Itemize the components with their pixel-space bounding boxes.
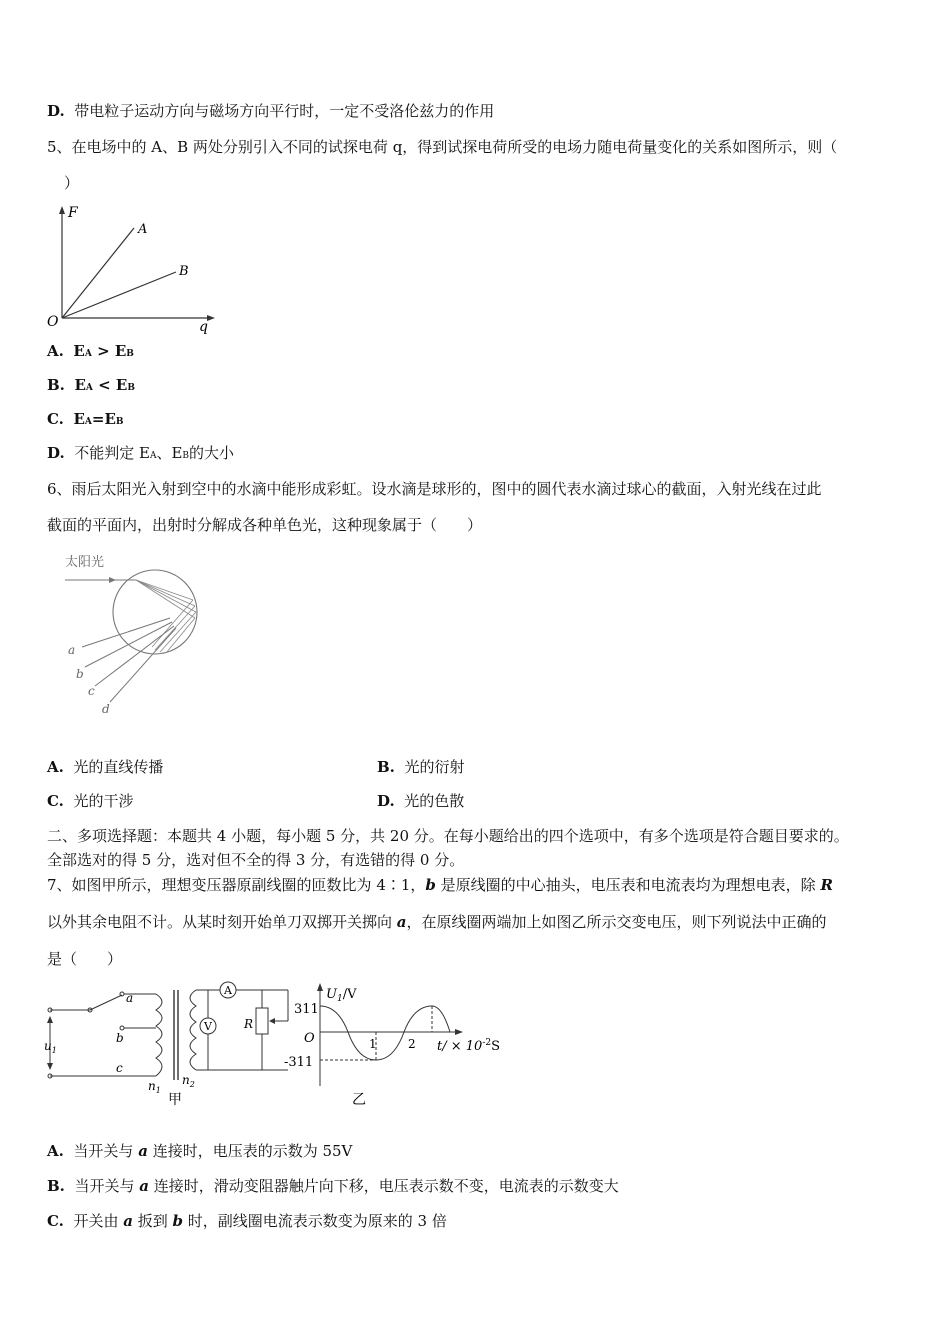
option-letter: D. xyxy=(47,102,65,120)
option-var: a xyxy=(123,1212,133,1230)
option-text-mid: 扳到 xyxy=(132,1212,173,1230)
terminal-c-label: c xyxy=(116,1061,123,1075)
subscript: A xyxy=(84,349,92,359)
q6-option-b xyxy=(377,757,464,777)
q7-figure-yi xyxy=(282,978,507,1108)
option-text: 光的色散 xyxy=(404,792,465,810)
tick-2-label: 2 xyxy=(408,1037,416,1051)
q6-option-c xyxy=(47,791,133,811)
relation: =E xyxy=(91,410,116,428)
min-value-label: -311 xyxy=(284,1055,314,1070)
option-letter: A. xyxy=(47,1142,64,1160)
option-text-post: 连接时，电压表的示数为 55V xyxy=(147,1142,353,1160)
n2-label: $n_2$ xyxy=(182,1073,195,1089)
q6-stem-line2: 截面的平面内，出射时分解成各种单色光，这种现象属于（ ） xyxy=(47,516,483,534)
q5-stem-line1: 5、在电场中的 A、B 两处分别引入不同的试探电荷 q，得到试探电荷所受的电场力随电荷量变化的关系如图所示，则（ xyxy=(47,138,838,156)
q7-option-a xyxy=(47,1141,352,1161)
q7-stem-line1 xyxy=(47,875,833,895)
stem-var-b: b xyxy=(425,876,436,894)
option-letter: D. xyxy=(377,792,395,810)
ray-b-label: b xyxy=(76,667,84,681)
q7-option-b xyxy=(47,1176,619,1196)
q7-option-c xyxy=(47,1211,447,1231)
figure-caption-jia: 甲 xyxy=(168,1092,182,1108)
option-letter: B. xyxy=(377,758,395,776)
section2-line1: 二、多项选择题：本题共 4 小题，每小题 5 分，共 20 分。在每小题给出的四个选项中，有多个选项是符合题目要求的。 xyxy=(47,827,849,845)
q5-option-b xyxy=(47,375,135,398)
q5-option-a xyxy=(47,341,134,364)
stem-text: 以外其余电阻不计。从某时刻开始单刀双掷开关掷向 xyxy=(47,913,397,931)
relation: > E xyxy=(91,342,127,360)
ray-a-label: a xyxy=(68,643,76,657)
f-axis-label: F xyxy=(68,205,78,221)
option-text: 光的衍射 xyxy=(404,758,465,776)
option-text: E xyxy=(73,342,85,360)
stem-text: ，在原线圈两端加上如图乙所示交变电压，则下列说法中正确的 xyxy=(406,913,827,931)
option-text: E xyxy=(74,376,86,394)
option-text: E xyxy=(73,410,85,428)
q5-stem-line2: ） xyxy=(64,174,80,192)
stem-text: 7、如图甲所示，理想变压器原副线圈的匝数比为 4∶1， xyxy=(47,876,426,894)
ray-c-label: c xyxy=(88,684,95,698)
q5-option-c xyxy=(47,409,124,432)
option-text: 光的干涉 xyxy=(73,792,134,810)
option-letter: C. xyxy=(47,410,64,428)
q7-stem-line3: 是（ ） xyxy=(47,950,123,968)
u1-label: $u_1$ xyxy=(44,1039,57,1055)
voltmeter-label: V xyxy=(204,1020,212,1033)
stem-var-r: R xyxy=(820,876,833,894)
relation: < E xyxy=(92,376,128,394)
option-text: 当开关与 xyxy=(74,1177,140,1195)
option-letter: A. xyxy=(47,342,64,360)
figure-caption-yi: 乙 xyxy=(352,1092,366,1108)
q6-figure xyxy=(60,550,210,720)
q6-stem-line1: 6、雨后太阳光入射到空中的水滴中能形成彩虹。设水滴是球形的，图中的圆代表水滴过球心的截面，入射光线在过此 xyxy=(47,480,822,498)
q6-option-a xyxy=(47,757,163,777)
sun-light-label: 太阳光 xyxy=(65,555,105,570)
option-var: a xyxy=(138,1142,148,1160)
option-text-post: 连接时，滑动变阻器触片向下移，电压表示数不变，电流表的示数变大 xyxy=(148,1177,619,1195)
option-text: 当开关与 xyxy=(73,1142,139,1160)
stem-var-a: a xyxy=(396,913,407,931)
subscript: B xyxy=(127,383,135,393)
n1-label: $n_1$ xyxy=(148,1079,161,1095)
x-axis-label: $t/ \times 10^{-2}S$ xyxy=(437,1038,500,1054)
max-value-label: 311 xyxy=(294,1002,319,1017)
q4-option-d xyxy=(47,101,494,121)
option-letter: B. xyxy=(47,1177,65,1195)
option-text-post: 的大小 xyxy=(189,444,235,462)
y-axis-label: $U_1/V$ xyxy=(326,987,357,1004)
option-letter: C. xyxy=(47,792,64,810)
q7-stem-line2 xyxy=(47,912,827,932)
terminal-b-label: b xyxy=(116,1031,124,1045)
subscript: A xyxy=(84,417,92,427)
origin-label: O xyxy=(304,1031,315,1046)
option-letter: C. xyxy=(47,1212,64,1230)
option-text-mid: 、E xyxy=(156,444,183,462)
q6-option-d xyxy=(377,791,464,811)
terminal-a-label: a xyxy=(126,991,134,1005)
stem-text: 是原线圈的中心抽头，电压表和电流表均为理想电表，除 xyxy=(435,876,821,894)
origin-label: O xyxy=(47,314,59,330)
subscript: A xyxy=(149,451,157,461)
option-letter: B. xyxy=(47,376,65,394)
option-letter: A. xyxy=(47,758,64,776)
section2-line2: 全部选对的得 5 分，选对但不全的得 3 分，有选错的得 0 分。 xyxy=(47,851,465,869)
q5-figure xyxy=(44,200,224,335)
resistor-label: R xyxy=(244,1017,254,1031)
ammeter-label: A xyxy=(224,984,232,997)
subscript: B xyxy=(126,349,134,359)
q-axis-label: q xyxy=(199,319,208,335)
option-var-2: b xyxy=(172,1212,184,1230)
option-text: 带电粒子运动方向与磁场方向平行时，一定不受洛伦兹力的作用 xyxy=(74,102,495,120)
option-text: 不能判定 E xyxy=(74,444,150,462)
option-text: 光的直线传播 xyxy=(73,758,164,776)
option-var: a xyxy=(139,1177,149,1195)
subscript: A xyxy=(85,383,93,393)
ray-d-label: d xyxy=(102,702,110,716)
line-b-label: B xyxy=(179,264,189,279)
subscript: B xyxy=(115,417,124,427)
tick-1-label: 1 xyxy=(369,1037,377,1051)
option-letter: D. xyxy=(47,444,65,462)
line-a-label: A xyxy=(138,222,148,237)
option-text: 开关由 xyxy=(73,1212,124,1230)
subscript: B xyxy=(182,451,190,461)
q5-option-d xyxy=(47,443,234,466)
option-text-post: 时，副线圈电流表示数变为原来的 3 倍 xyxy=(183,1212,447,1230)
q7-figure-jia xyxy=(40,980,300,1110)
